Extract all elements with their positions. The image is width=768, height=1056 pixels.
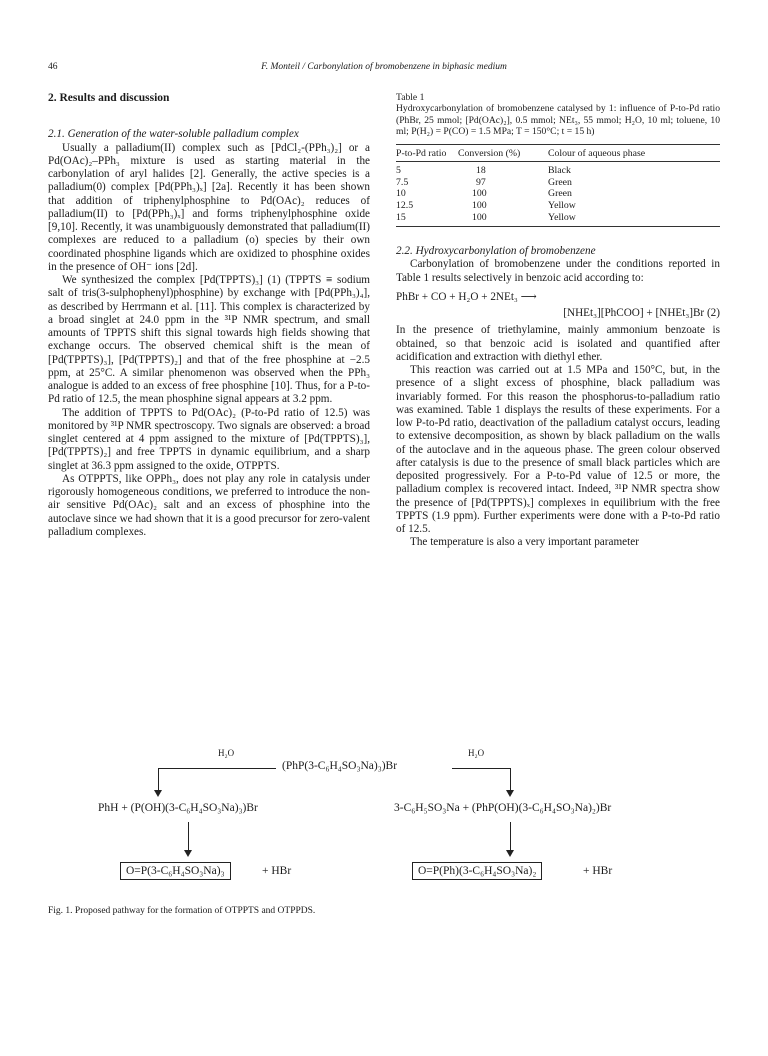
table-header: Colour of aqueous phase — [548, 147, 646, 159]
section-title: 2. Results and discussion — [48, 92, 170, 104]
figure-byproduct-label: + HBr — [583, 865, 613, 877]
table-label: Table 1 — [396, 92, 425, 103]
figure-arrow-line — [188, 822, 189, 852]
table-cell: 5 — [396, 165, 401, 177]
figure-caption: Fig. 1. Proposed pathway for the formation of OTPPTS and OTPPDS. — [48, 906, 316, 916]
figure-intermediate-right: 3-C₆H₅SO₃Na + (PhP(OH)(3-C₆H₄SO₃Na)₂)Br — [394, 802, 612, 814]
table-cell: 100 — [472, 200, 487, 211]
table-row — [396, 188, 720, 200]
table-cell: 7.5 — [396, 176, 409, 188]
table-cell: Yellow — [548, 211, 576, 223]
table-header: Conversion (%) — [458, 147, 521, 159]
figure-top-compound: (PhP(3-C₆H₄SO₃Na)₃)Br — [282, 760, 398, 772]
paragraph: Carbonylation of bromobenzene under the conditions reported in Table 1 results selectively in benzoic acid according to: — [396, 258, 720, 284]
table-cell: Green — [548, 176, 572, 188]
table-cell: 15 — [396, 211, 406, 223]
paragraph: The addition of TPPTS to Pd(OAc)₂ (P-to-Pd ratio of 12.5) was monitored by ³¹P NMR spectroscopy. Two signals are observed: a broad singlet centered at 4 ppm assigned to the mixture of [Pd(TPPTS)₃], [Pd(TPPTS)₂] and free TPPTS in dynamic equilibrium, and a sharp singlet at 36.3 ppm assigned to the oxide, OTPPTS. — [48, 406, 370, 472]
figure-branch-line — [510, 768, 511, 792]
figure-arrow-line — [510, 822, 511, 852]
table-cell: Black — [548, 165, 571, 177]
figure-product-box-otppts: O=P(3-C₆H₄SO₃Na)₃ — [120, 862, 231, 880]
figure-intermediate-left: PhH + (P(OH)(3-C₆H₄SO₃Na)₃)Br — [98, 802, 258, 814]
paragraph: As OTPPTS, like OPPh₃, does not play any role in catalysis under rigorously homogeneous conditions, we preferred to introduce the non-air sensitive Pd(OAc)₂ salt and an excess of phosphine into the autoclave since we had shown that it is a good precursor for zero-valent palladium complexes. — [48, 472, 370, 538]
page-number: 46 — [48, 62, 58, 72]
figure-water-label: H₂O — [218, 748, 235, 758]
table-cell: 97 — [476, 176, 486, 188]
equation-line: PhBr + CO + H₂O + 2NEt₃ ⟶ — [396, 290, 537, 303]
table-row — [396, 200, 720, 212]
figure-branch-line — [158, 768, 159, 792]
paragraph: In the presence of triethylamine, mainly ammonium benzoate is obtained, so that benzoic acid is isolated and quantified after acidification and extraction with diethyl ether. — [396, 324, 720, 363]
equation-line: [NHEt₃][PhCOO] + [NHEt₃]Br (2) — [563, 307, 720, 320]
paragraph: Usually a palladium(II) complex such as [PdCl₂-(PPh₃)₂] or a Pd(OAc)₂–PPh₃ mixture is used as starting material in the carbonylation of aryl halides [2]. Generally, the active species is a palladium(0) complex [Pd(PPh₃)ₓ] [2a]. Recently it has been shown that addition of triphenylphosphine to Pd(OAc)₂ reduces of palladium(II) to [Pd(PPh₃)ₓ] and forms triphenylphosphine oxide [9,10]. Recently, it was unambiguously demonstrated that palladium(II) complexes are reduced to a palladium (o) species by their own coordinated phosphine ligands which are oxidized to phosphine oxides in the presence of OH⁻ ions [2d]. — [48, 141, 370, 273]
table-row — [396, 212, 720, 227]
subsection-title-2-1: 2.1. Generation of the water-soluble palladium complex — [48, 128, 299, 141]
table-1 — [396, 92, 720, 227]
table-cell: 12.5 — [396, 200, 414, 211]
figure-product-box-otppds: O=P(Ph)(3-C₆H₄SO₃Na)₂ — [412, 862, 542, 880]
page-header — [48, 62, 720, 76]
table-cell: 100 — [472, 188, 487, 200]
figure-byproduct-label: + HBr — [262, 865, 292, 877]
right-column — [396, 92, 720, 550]
running-title: F. Monteil / Carbonylation of bromobenzene in biphasic medium — [261, 62, 507, 72]
table-row — [396, 177, 720, 189]
arrow-down-icon — [184, 850, 192, 857]
table-cell: Yellow — [548, 200, 576, 211]
table-header: P-to-Pd ratio — [396, 147, 447, 159]
figure-branch-line — [158, 768, 276, 769]
figure-1 — [48, 748, 720, 898]
figure-water-label: H₂O — [468, 748, 485, 758]
table-cell: Green — [548, 188, 572, 200]
subsection-title-2-2: 2.2. Hydroxycarbonylation of bromobenzene — [396, 245, 596, 258]
arrow-down-icon — [506, 850, 514, 857]
table-cell: 100 — [472, 211, 487, 223]
table-row — [396, 162, 720, 177]
paragraph: The temperature is also a very important parameter — [410, 536, 639, 549]
arrow-down-icon — [154, 790, 162, 797]
table-cell: 10 — [396, 188, 406, 200]
table-caption: Hydroxycarbonylation of bromobenzene catalysed by 1: influence of P-to-Pd ratio (PhBr, 25 mmol; [Pd(OAc)₂], 0.5 mmol; NEt₃, 55 mmol; H₂O, 10 ml; toluene, 10 ml; P(H₂) = P(CO) = 1.5 MPa; T = 150°C; t = 15 h) — [396, 103, 720, 138]
arrow-down-icon — [506, 790, 514, 797]
left-column — [48, 92, 370, 539]
table-cell: 18 — [476, 165, 486, 177]
figure-branch-line — [452, 768, 510, 769]
results-table — [396, 144, 720, 228]
paragraph: We synthesized the complex [Pd(TPPTS)₃] (1) (TPPTS ≡ sodium salt of tris(3-sulphophenyl)phosphine) by exchange with [Pd(PPh₃)₄], as described by Herrmann et al. [11]. This complex is characterized by a broad singlet at 24.0 ppm in the ³¹P NMR spectrum, and small amounts of TPPTS shift this signal towards high fields showing that exchange occurs. The observed chemical shift is the mean of [Pd(TPPTS)₃], [Pd(TPPTS)₂] and that of the free phosphine at −2.5 ppm, at 25°C. A similar phenomenon was observed when the PPh₃ analogue is added to an excess of free phosphine [10]. Thus, for a P-to-Pd ratio of 12.5, the mean phosphine signal appears at 3.2 ppm. — [48, 274, 370, 406]
paragraph: This reaction was carried out at 1.5 MPa and 150°C, but, in the presence of a slight excess of phosphine, black palladium was invariably formed. For this reason the phosphorus-to-palladium ratio was examined. Table 1 displays the results of these experiments. For a low P-to-Pd ratio, deactivation of the palladium catalyst occurs, leading to extensive decomposition, as shown by black palladium on the walls of the autoclave and in the aqueous phase. The green colour observed after catalysis is due to the presence of small black particles which are deposited progressively. For a P-to-Pd value of 12.5 or more, the palladium complex is recovered intact. Indeed, ³¹P NMR spectra show the presence of [Pd(TPPTS)ₓ] complexes in equilibrium with the free TPPTS (1.9 ppm). Further experiments were done with a P-to-Pd ratio of 12.5. — [396, 364, 720, 536]
